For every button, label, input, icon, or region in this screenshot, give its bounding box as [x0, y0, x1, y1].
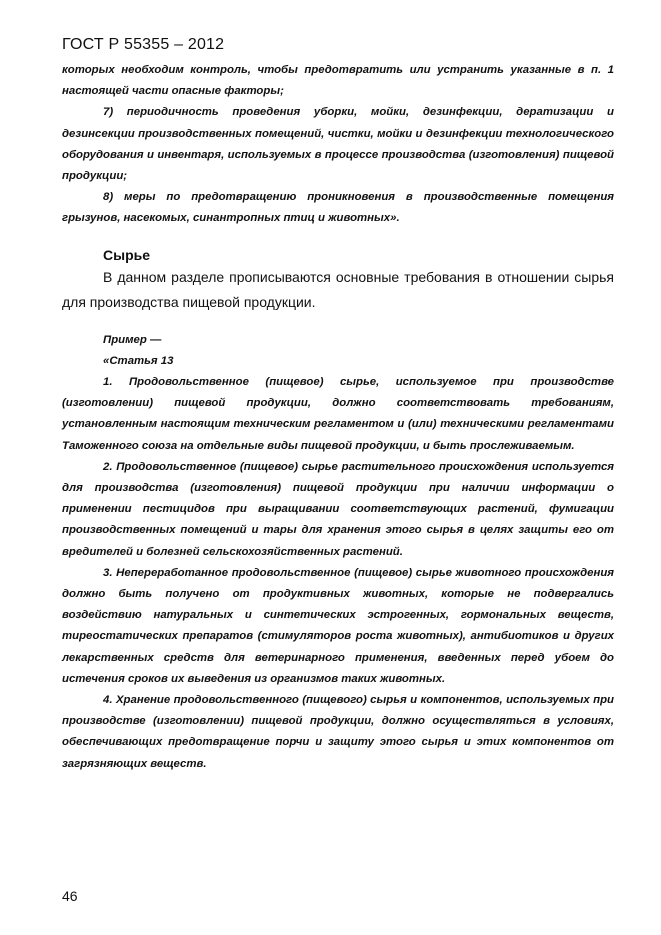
document-header: ГОСТ Р 55355 – 2012	[62, 36, 225, 53]
example-item-1: 1. Продовольственное (пищевое) сырье, используемое при производстве (изготовлении) пищевой продукции, должно соответствовать требованиям, установленным настоящим техническим регламентом и (или) техническими регламентами Таможенного союза на отдельные виды пищевой продукции, и быть прослеживаемым.	[62, 376, 614, 452]
example-item-3: 3. Непереработанное продовольственное (пищевое) сырье животного происхождения должно быть получено от продуктивных животных, которые не подвергались воздействию натуральных и синтетических эстрогенных, гормональных веществ, тиреостатических препаратов (стимуляторов роста животных), антибиотиков и других лекарственных средств для ветеринарного применения, введенных перед убоем до истечения сроков их выведения из организмов таких животных.	[62, 566, 614, 685]
example-label: Пример —	[103, 333, 162, 346]
page-number: 46	[62, 888, 78, 904]
document-page	[62, 36, 614, 775]
intro-paragraph-continued: которых необходим контроль, чтобы предотвратить или устранить указанные в п. 1 настоящей части опасные факторы;	[62, 64, 614, 98]
example-item-4: 4. Хранение продовольственного (пищевого) сырья и компонентов, используемых при производстве (изготовлении) пищевой продукции, должно осуществляться в условиях, обеспечивающих предотвращение порчи и защиту этого сырья и этих компонентов от загрязняющих веществ.	[62, 694, 614, 770]
section-body: В данном разделе прописываются основные требования в отношении сырья для производства пищевой продукции.	[62, 268, 614, 310]
intro-paragraph-8: 8) меры по предотвращению проникновения в производственные помещения грызунов, насекомых, синантропных птиц и животных».	[62, 191, 614, 225]
intro-paragraph-7: 7) периодичность проведения уборки, мойки, дезинфекции, дератизации и дезинсекции производственных помещений, чистки, мойки и дезинфекции технологического оборудования и инвентаря, используемых в процессе производства (изготовления) пищевой продукции;	[62, 106, 614, 183]
section-title: Сырье	[103, 246, 151, 263]
example-item-2: 2. Продовольственное (пищевое) сырье растительного происхождения используется для производства (изготовления) пищевой продукции при наличии информации о применении пестицидов при выращивании соответствующих растений, фумигации производственных помещений и тары для хранения этого сырья в целях защиты его от вредителей и болезней сельскохозяйственных растений.	[62, 460, 614, 558]
example-article: «Статья 13	[103, 354, 174, 367]
